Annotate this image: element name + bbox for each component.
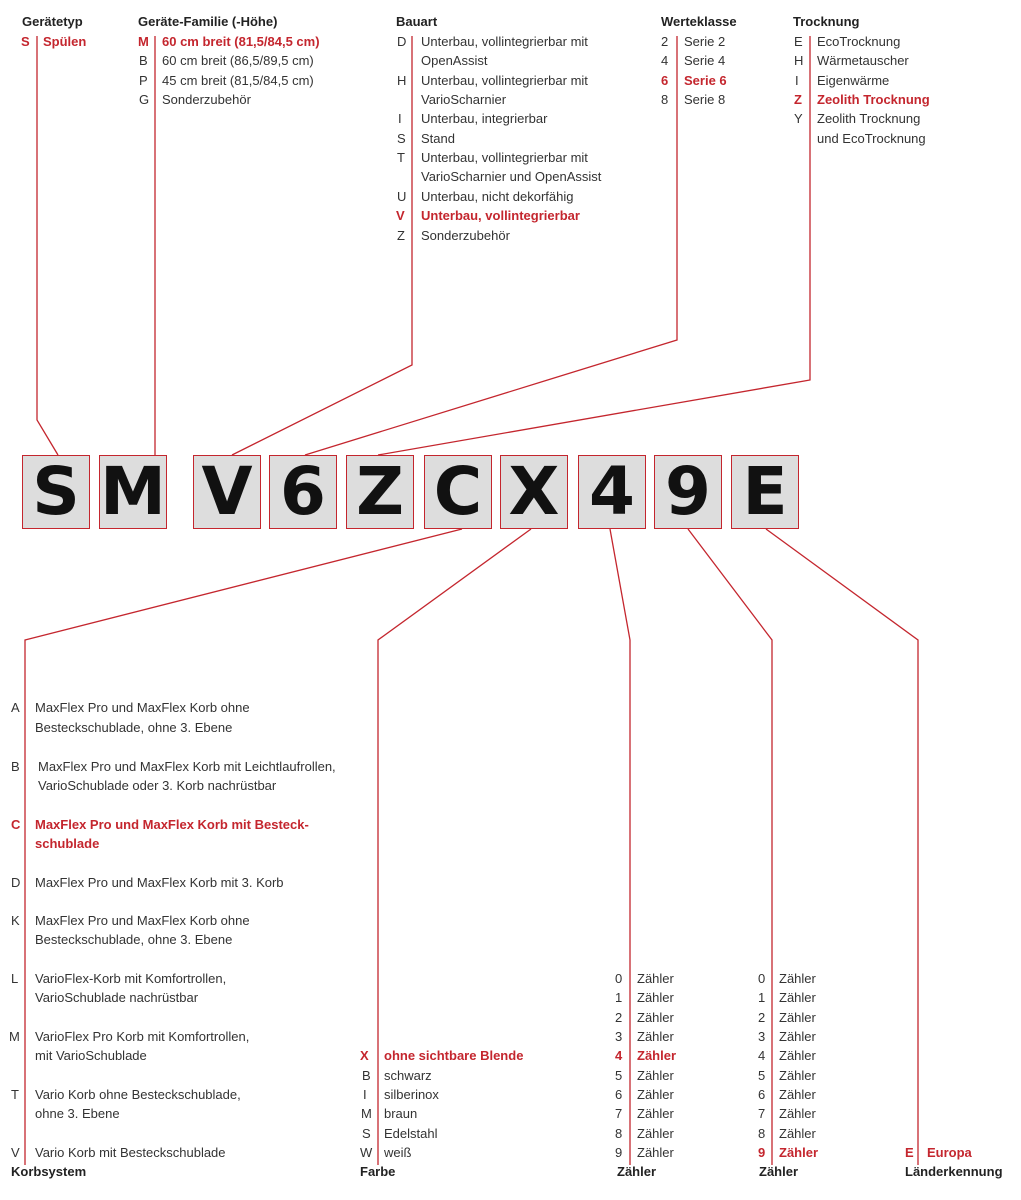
zaehler1-code: 9 bbox=[615, 1145, 623, 1160]
korbsystem-code: T bbox=[11, 1087, 19, 1102]
korbsystem-code: L bbox=[11, 971, 19, 986]
zaehler2-code: 1 bbox=[758, 990, 766, 1005]
familie-code: B bbox=[139, 53, 148, 68]
farbe-code: X bbox=[360, 1048, 369, 1063]
zaehler1-label: Zähler bbox=[637, 1048, 677, 1063]
korbsystem-code: A bbox=[11, 700, 20, 715]
geraetetyp-code: S bbox=[21, 34, 30, 49]
geraetetyp-label: Spülen bbox=[43, 34, 87, 49]
zaehler2-code: 5 bbox=[758, 1068, 766, 1083]
werteklasse-label: Serie 8 bbox=[684, 92, 726, 107]
zaehler1-label: Zähler bbox=[637, 1087, 674, 1102]
zaehler1-code: 5 bbox=[615, 1068, 623, 1083]
zaehler1-code: 1 bbox=[615, 990, 623, 1005]
zaehler2-label: Zähler bbox=[779, 971, 816, 986]
korbsystem-label: VarioFlex-Korb mit Komfortrollen, bbox=[35, 971, 227, 986]
zaehler2-label: Zähler bbox=[779, 1087, 816, 1102]
zaehler1-label: Zähler bbox=[637, 1068, 674, 1083]
header-geraetetyp: Gerätetyp bbox=[22, 14, 83, 29]
korbsystem-label: MaxFlex Pro und MaxFlex Korb ohne bbox=[35, 700, 250, 715]
korbsystem-code: V bbox=[11, 1145, 20, 1160]
familie-label: Sonderzubehör bbox=[162, 92, 251, 107]
farbe-label: braun bbox=[384, 1106, 418, 1121]
zaehler1-code: 4 bbox=[615, 1048, 623, 1063]
zaehler1-label: Zähler bbox=[637, 990, 674, 1005]
trocknung-code: H bbox=[794, 53, 804, 68]
header-zaehler1: Zähler bbox=[617, 1164, 657, 1179]
trocknung-label: Eigenwärme bbox=[817, 73, 890, 88]
farbe-code: S bbox=[362, 1126, 371, 1141]
korbsystem-label: ohne 3. Ebene bbox=[35, 1106, 120, 1121]
header-farbe: Farbe bbox=[360, 1164, 396, 1179]
zaehler1-label: Zähler bbox=[637, 971, 674, 986]
korbsystem-label: schublade bbox=[35, 836, 100, 851]
model-letter-box: V bbox=[193, 455, 261, 529]
zaehler2-code: 7 bbox=[758, 1106, 766, 1121]
werteklasse-label: Serie 4 bbox=[684, 53, 726, 68]
zaehler1-code: 6 bbox=[615, 1087, 623, 1102]
werteklasse-code: 6 bbox=[661, 73, 669, 88]
bauart-label: Unterbau, vollintegrierbar mit bbox=[421, 34, 588, 49]
zaehler1-label: Zähler bbox=[637, 1029, 674, 1044]
farbe-code: M bbox=[361, 1106, 372, 1121]
trocknung-code: Y bbox=[794, 111, 803, 126]
header-zaehler2: Zähler bbox=[759, 1164, 799, 1179]
farbe-label: schwarz bbox=[384, 1068, 432, 1083]
korbsystem-label: MaxFlex Pro und MaxFlex Korb mit Leichtlaufrollen, bbox=[38, 759, 336, 774]
werteklasse-label: Serie 6 bbox=[684, 73, 727, 88]
bauart-code: T bbox=[397, 150, 405, 165]
zaehler1-code: 7 bbox=[615, 1106, 623, 1121]
bauart-code: H bbox=[397, 73, 407, 88]
trocknung-label: Zeolith Trocknung bbox=[817, 111, 921, 126]
bauart-label: Unterbau, vollintegrierbar mit bbox=[421, 73, 588, 88]
zaehler2-code: 8 bbox=[758, 1126, 766, 1141]
header-laenderkennung: Länderkennung bbox=[905, 1164, 1003, 1179]
farbe-code: B bbox=[362, 1068, 371, 1083]
familie-code: M bbox=[138, 34, 149, 49]
model-letter-box: Z bbox=[346, 455, 414, 529]
trocknung-label: Zeolith Trocknung bbox=[817, 92, 930, 107]
zaehler1-label: Zähler bbox=[637, 1010, 674, 1025]
korbsystem-label: Vario Korb mit Besteckschublade bbox=[35, 1145, 226, 1160]
laender-code: E bbox=[905, 1145, 914, 1160]
zaehler1-code: 2 bbox=[615, 1010, 623, 1025]
trocknung-code: Z bbox=[794, 92, 802, 107]
werteklasse-code: 4 bbox=[661, 53, 669, 68]
werteklasse-code: 8 bbox=[661, 92, 669, 107]
korbsystem-label: MaxFlex Pro und MaxFlex Korb ohne bbox=[35, 913, 250, 928]
farbe-code: I bbox=[363, 1087, 367, 1102]
farbe-label: silberinox bbox=[384, 1087, 439, 1102]
model-letter-box: C bbox=[424, 455, 492, 529]
header-korbsystem: Korbsystem bbox=[11, 1164, 87, 1179]
zaehler2-label: Zähler bbox=[779, 1068, 816, 1083]
familie-label: 45 cm breit (81,5/84,5 cm) bbox=[162, 73, 314, 88]
zaehler2-label: Zähler bbox=[779, 1029, 816, 1044]
korbsystem-code: C bbox=[11, 817, 21, 832]
bauart-label: Sonderzubehör bbox=[421, 228, 510, 243]
familie-label: 60 cm breit (86,5/89,5 cm) bbox=[162, 53, 314, 68]
zaehler1-code: 0 bbox=[615, 971, 623, 986]
trocknung-label: Wärmetauscher bbox=[817, 53, 909, 68]
bauart-code: Z bbox=[397, 228, 405, 243]
model-letter-box: 9 bbox=[654, 455, 722, 529]
zaehler2-label: Zähler bbox=[779, 1145, 819, 1160]
zaehler2-label: Zähler bbox=[779, 990, 816, 1005]
bauart-code: I bbox=[398, 111, 402, 126]
model-letter-box: X bbox=[500, 455, 568, 529]
familie-code: P bbox=[139, 73, 148, 88]
trocknung-label: EcoTrocknung bbox=[817, 34, 901, 49]
korbsystem-label: VarioSchublade nachrüstbar bbox=[35, 990, 199, 1005]
zaehler2-code: 0 bbox=[758, 971, 766, 986]
zaehler2-code: 9 bbox=[758, 1145, 766, 1160]
model-letter-box: 6 bbox=[269, 455, 337, 529]
bauart-label: VarioScharnier bbox=[421, 92, 507, 107]
farbe-label: weiß bbox=[384, 1145, 412, 1160]
trocknung-label: und EcoTrocknung bbox=[817, 131, 926, 146]
header-trocknung: Trocknung bbox=[793, 14, 860, 29]
zaehler2-label: Zähler bbox=[779, 1048, 816, 1063]
bauart-code: S bbox=[397, 131, 406, 146]
header-bauart: Bauart bbox=[396, 14, 438, 29]
model-letter-box: M bbox=[100, 453, 166, 530]
bauart-label: VarioScharnier und OpenAssist bbox=[421, 169, 602, 184]
bauart-code: D bbox=[397, 34, 407, 49]
korbsystem-code: M bbox=[9, 1029, 20, 1044]
werteklasse-label: Serie 2 bbox=[684, 34, 726, 49]
bauart-label: Unterbau, vollintegrierbar bbox=[421, 208, 580, 223]
zaehler1-label: Zähler bbox=[637, 1126, 674, 1141]
bauart-code: V bbox=[396, 208, 405, 223]
header-werteklasse: Werteklasse bbox=[661, 14, 737, 29]
farbe-label: ohne sichtbare Blende bbox=[384, 1048, 524, 1063]
model-letter-box: 4 bbox=[578, 455, 646, 529]
korbsystem-label: Vario Korb ohne Besteckschublade, bbox=[35, 1087, 241, 1102]
zaehler2-label: Zähler bbox=[779, 1126, 816, 1141]
korbsystem-label: Besteckschublade, ohne 3. Ebene bbox=[35, 932, 233, 947]
model-letter-box: E bbox=[731, 455, 799, 529]
bauart-label: OpenAssist bbox=[421, 53, 488, 68]
familie-code: G bbox=[139, 92, 150, 107]
korbsystem-label: Besteckschublade, ohne 3. Ebene bbox=[35, 720, 233, 735]
zaehler2-label: Zähler bbox=[779, 1010, 816, 1025]
connector-bauart bbox=[232, 36, 412, 455]
korbsystem-label: VarioFlex Pro Korb mit Komfortrollen, bbox=[35, 1029, 250, 1044]
zaehler1-label: Zähler bbox=[637, 1145, 674, 1160]
familie-label: 60 cm breit (81,5/84,5 cm) bbox=[162, 34, 320, 49]
connector-geraetetyp bbox=[37, 36, 58, 455]
bauart-label: Unterbau, nicht dekorfähig bbox=[421, 189, 574, 204]
model-letter-box: S bbox=[22, 455, 90, 529]
korbsystem-label: MaxFlex Pro und MaxFlex Korb mit 3. Korb bbox=[35, 875, 284, 890]
werteklasse-code: 2 bbox=[661, 34, 669, 49]
korbsystem-label: mit VarioSchublade bbox=[35, 1048, 147, 1063]
bauart-code: U bbox=[397, 189, 407, 204]
farbe-code: W bbox=[360, 1145, 373, 1160]
zaehler1-label: Zähler bbox=[637, 1106, 674, 1121]
header-familie: Geräte-Familie (-Höhe) bbox=[138, 14, 278, 29]
laender-label: Europa bbox=[927, 1145, 972, 1160]
bauart-label: Unterbau, integrierbar bbox=[421, 111, 548, 126]
korbsystem-label: MaxFlex Pro und MaxFlex Korb mit Besteck- bbox=[35, 817, 309, 832]
zaehler2-code: 4 bbox=[758, 1048, 766, 1063]
trocknung-code: E bbox=[794, 34, 803, 49]
zaehler2-label: Zähler bbox=[779, 1106, 816, 1121]
zaehler1-code: 8 bbox=[615, 1126, 623, 1141]
korbsystem-code: B bbox=[11, 759, 20, 774]
zaehler2-code: 6 bbox=[758, 1087, 766, 1102]
korbsystem-label: VarioSchublade oder 3. Korb nachrüstbar bbox=[38, 778, 277, 793]
korbsystem-code: K bbox=[11, 913, 20, 928]
trocknung-code: I bbox=[795, 73, 799, 88]
bauart-label: Unterbau, vollintegrierbar mit bbox=[421, 150, 588, 165]
bauart-label: Stand bbox=[421, 131, 455, 146]
korbsystem-code: D bbox=[11, 875, 21, 890]
zaehler2-code: 3 bbox=[758, 1029, 766, 1044]
farbe-label: Edelstahl bbox=[384, 1126, 438, 1141]
zaehler1-code: 3 bbox=[615, 1029, 623, 1044]
zaehler2-code: 2 bbox=[758, 1010, 766, 1025]
